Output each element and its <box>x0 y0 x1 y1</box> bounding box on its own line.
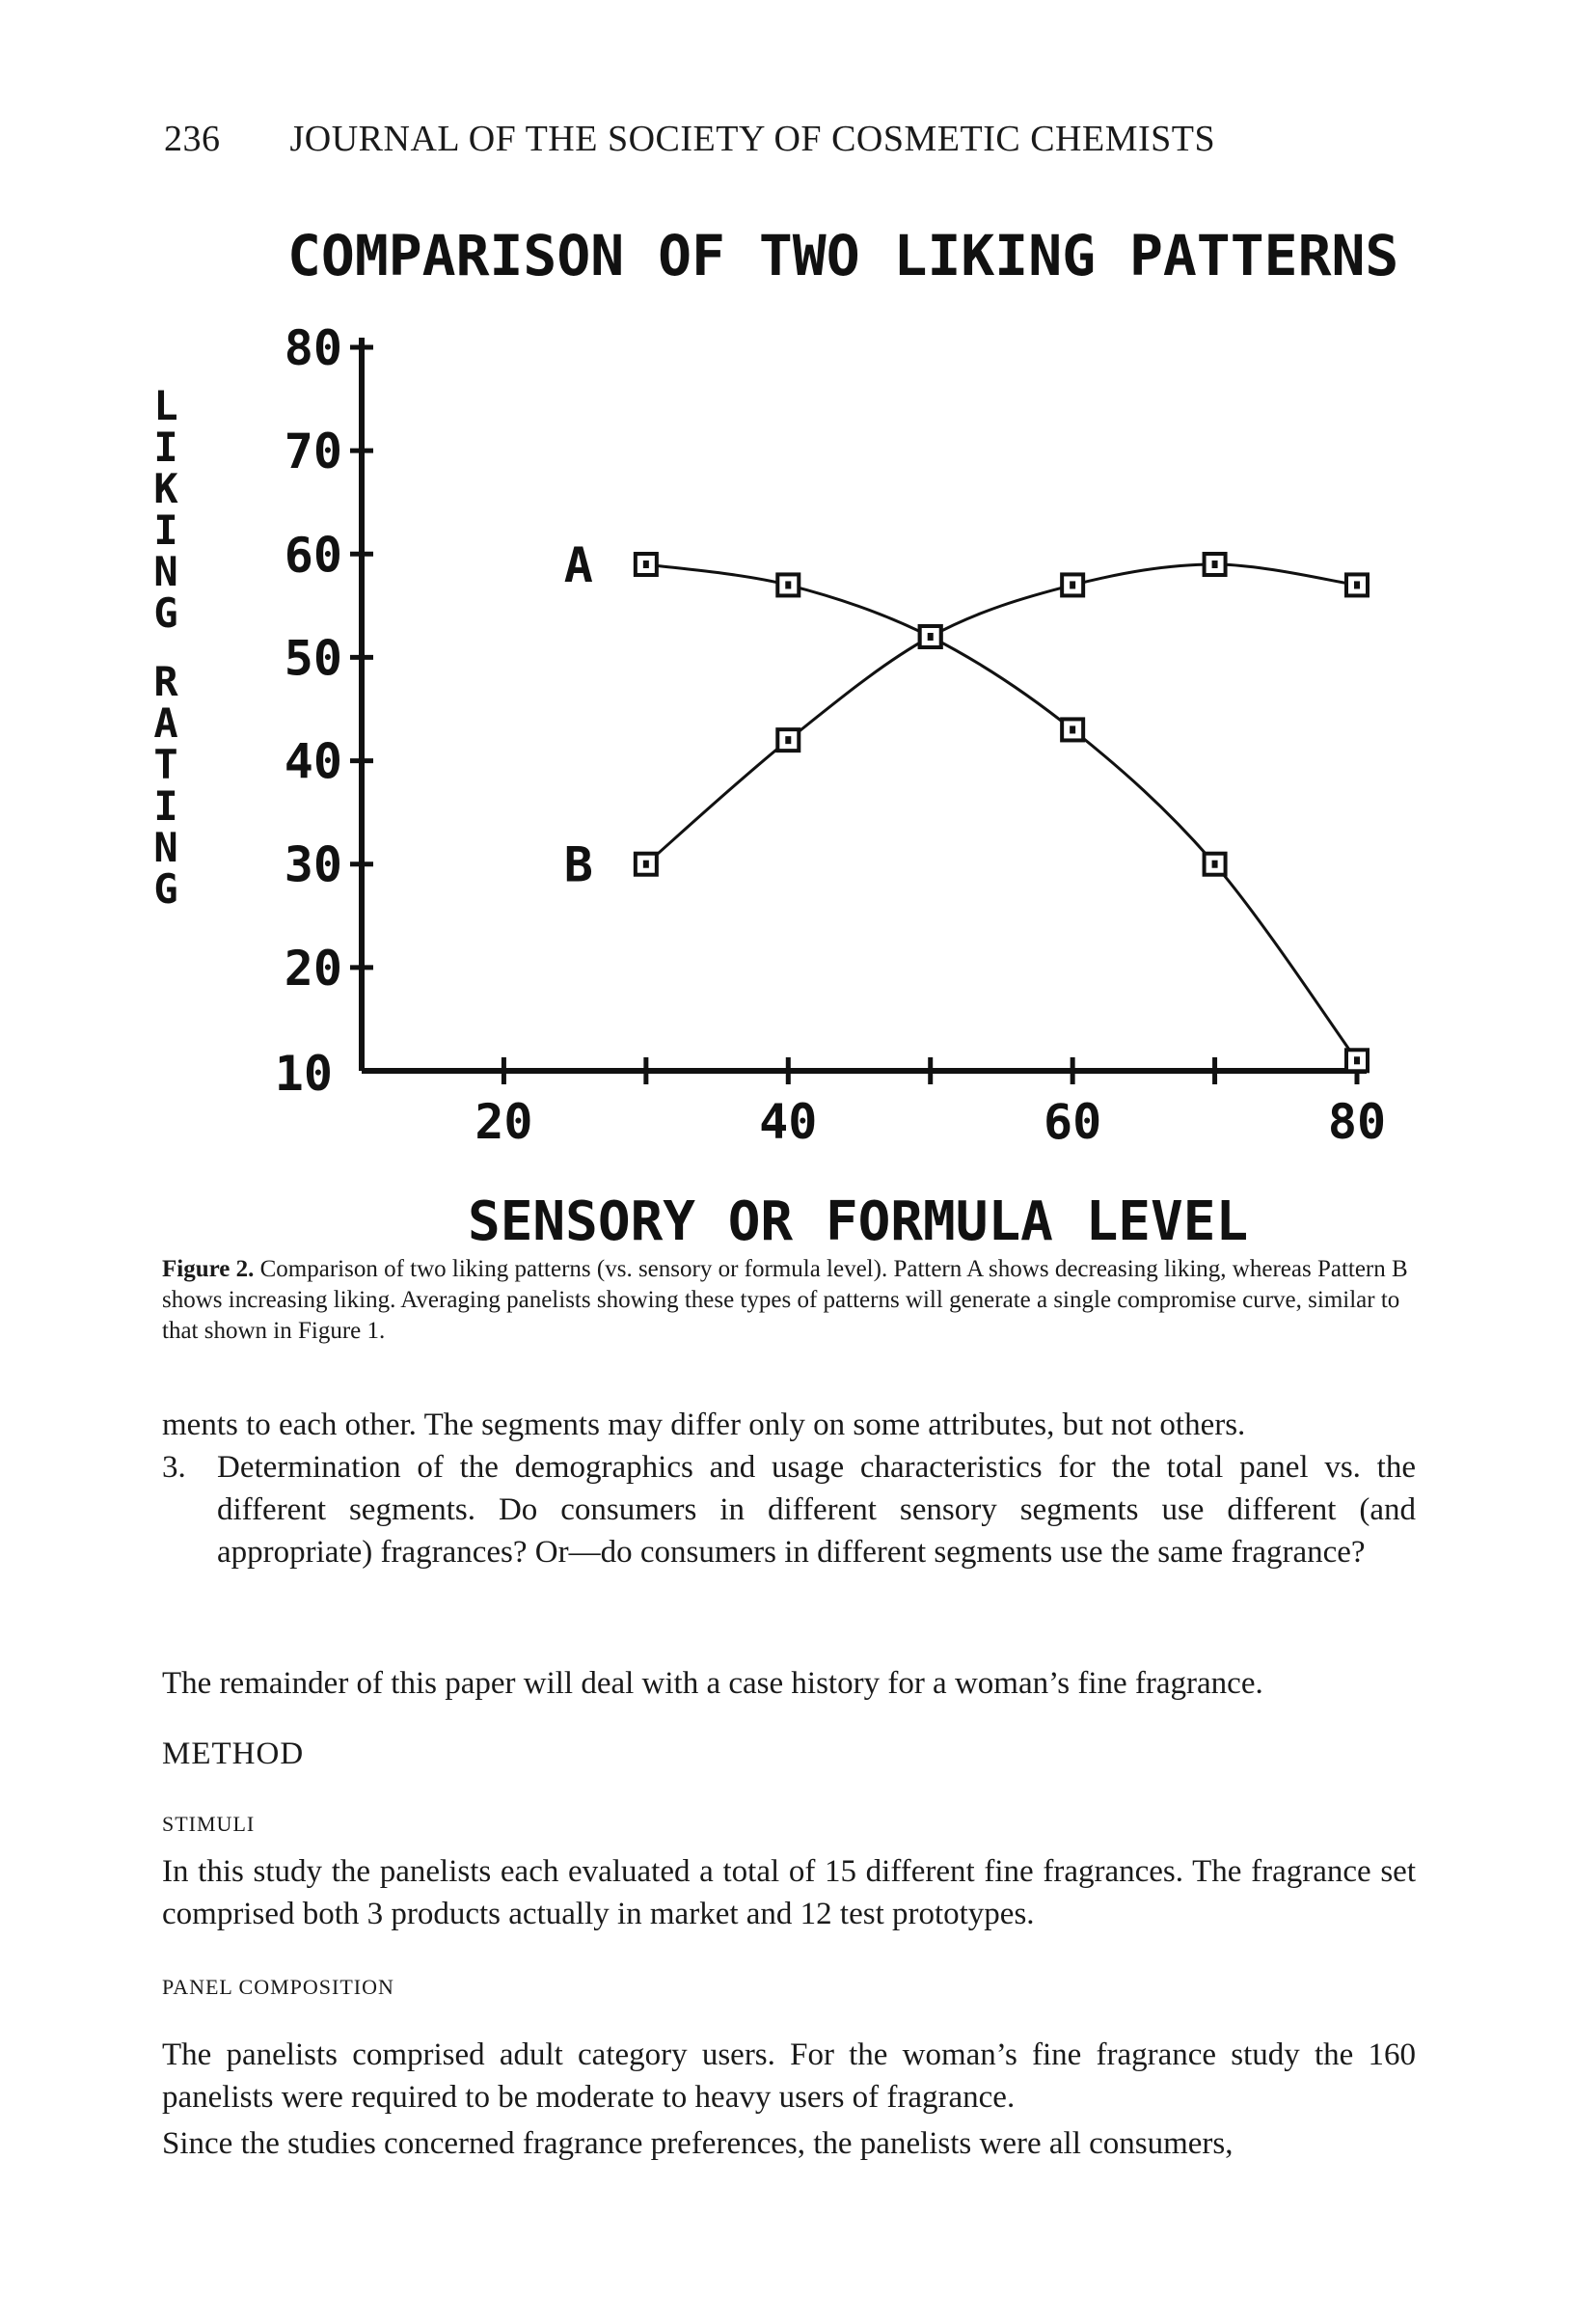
paragraph-panel-2: Since the studies concerned fragrance preferences, the panelists were all consumers, <box>162 2126 1234 2161</box>
y-axis-label-letter: I <box>153 506 178 554</box>
y-axis-label-letter: N <box>153 824 178 871</box>
data-point-dot-a <box>785 581 791 588</box>
caption-text: Comparison of two liking patterns (vs. sensory or formula level). Pattern A shows decreasing liking, whereas Pattern B shows increasing liking. Averaging panelists showing these types of patterns will generate a single compromise curve, similar to that shown in Figure 1. <box>162 1256 1408 1344</box>
series-label-b: B <box>563 836 593 893</box>
journal-title: JOURNAL OF THE SOCIETY OF COSMETIC CHEMISTS <box>289 119 1216 159</box>
series-lines <box>646 564 1357 1060</box>
data-point-dot-b <box>643 861 649 868</box>
section-heading-method: METHOD <box>162 1736 305 1771</box>
data-point-dot-b <box>1070 581 1075 588</box>
y-axis-label-letter: I <box>153 782 178 830</box>
series-markers <box>564 537 1368 1071</box>
y-axis-label-letter: T <box>153 741 178 788</box>
series-line-b <box>646 564 1357 864</box>
list-item-3 <box>162 1446 1416 1573</box>
data-point-dot-a <box>1070 725 1075 733</box>
numbered-list <box>162 1404 1416 1573</box>
figure-caption <box>162 1254 1416 1347</box>
y-tick-label: 10 <box>274 1046 333 1102</box>
y-axis-label-letter: K <box>153 465 178 512</box>
paragraph: The remainder of this paper will deal with a case history for a woman’s fine fragrance. <box>162 1666 1263 1701</box>
subheading-stimuli: STIMULI <box>162 1812 256 1836</box>
running-head <box>164 118 1215 160</box>
list-number: 3. <box>162 1450 186 1485</box>
axes <box>362 338 1367 1071</box>
data-point-dot-b <box>928 633 934 641</box>
x-tick-label: 80 <box>1327 1094 1387 1150</box>
y-tick-label: 50 <box>284 630 342 687</box>
data-point-dot-b <box>1354 581 1360 588</box>
y-axis-label-letter: N <box>153 548 178 595</box>
y-tick-label: 80 <box>284 320 342 376</box>
y-axis-label-letter: G <box>153 865 178 913</box>
y-axis-label-letter: G <box>153 589 178 637</box>
subheading-panel-composition: PANEL COMPOSITION <box>162 1975 394 1999</box>
x-tick-label: 20 <box>475 1094 533 1150</box>
paragraph-stimuli: In this study the panelists each evaluated a total of 15 different fine fragrances. The fragrance set comprised both 3 products actually in market and 12 test prototypes. <box>162 1854 1416 1931</box>
y-tick-label: 40 <box>284 733 342 790</box>
series-label-a: A <box>563 537 593 593</box>
data-point-dot-b <box>785 736 791 744</box>
y-tick-label: 30 <box>284 836 342 893</box>
y-tick-label: 70 <box>284 424 342 480</box>
paragraph-panel-1: The panelists comprised adult category users. For the woman’s fine fragrance study the 160 panelists were required to be moderate to heavy users of fragrance. <box>162 2037 1416 2115</box>
x-axis-label: SENSORY OR FORMULA LEVEL <box>468 1190 1249 1253</box>
x-tick-label: 60 <box>1044 1094 1102 1150</box>
y-axis-label-letter: R <box>153 658 178 705</box>
y-axis-label <box>153 382 178 913</box>
y-tick-label: 20 <box>284 940 342 997</box>
series-line-a <box>646 564 1357 1060</box>
data-point-dot-b <box>1212 560 1218 568</box>
list-continuation: ments to each other. The segments may differ only on some attributes, but not others. <box>162 1408 1246 1442</box>
data-point-dot-a <box>1212 861 1218 868</box>
liking-patterns-chart <box>116 203 1466 1264</box>
x-tick-label: 40 <box>759 1094 818 1150</box>
figure-label: Figure 2. <box>162 1256 255 1282</box>
data-point-dot-a <box>643 560 649 568</box>
chart-title: COMPARISON OF TWO LIKING PATTERNS <box>287 223 1399 288</box>
page-number: 236 <box>164 119 221 159</box>
list-item-text: Determination of the demographics and usage characteristics for the total panel vs. the different segments. Do consumers in different sensory segments use different (and appropriate) fragrances? Or—do consumers in different segments use the same fragrance? <box>217 1450 1416 1570</box>
y-axis-label-letter: I <box>153 424 178 471</box>
y-axis-label-letter: A <box>153 699 178 747</box>
axis-ticks <box>275 320 1386 1150</box>
y-axis-label-letter: L <box>153 382 178 429</box>
y-tick-label: 60 <box>284 527 342 584</box>
data-point-dot-a <box>1354 1056 1360 1064</box>
